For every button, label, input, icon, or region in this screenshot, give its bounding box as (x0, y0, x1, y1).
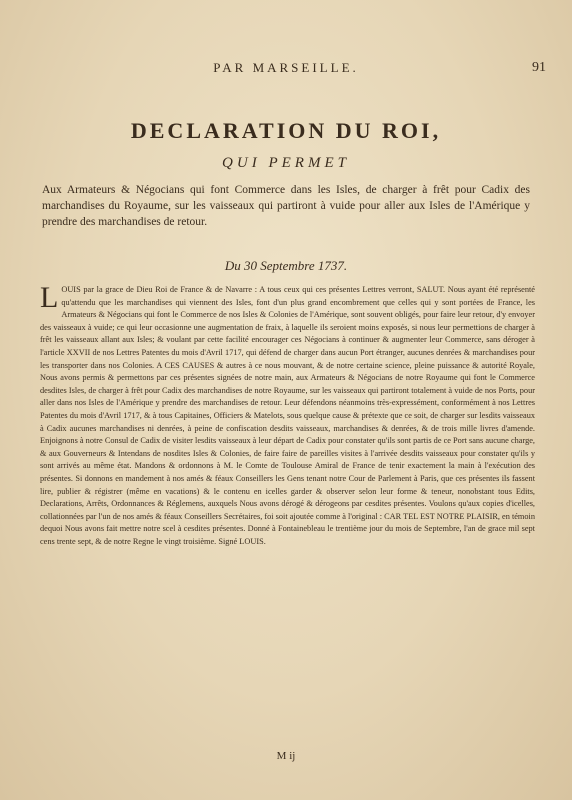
page-number: 91 (532, 60, 546, 75)
document-title: DECLARATION DU ROI, (130, 118, 442, 143)
document-summary: Aux Armateurs & Négocians qui font Commerce dans les Isles, de charger à frêt pour Cadix des marchandises du Royaume, sur les vaisseaux qui partiront à vuide pour aller aux Isles de l'Amérique y prendre des marchandises de retour. (42, 184, 530, 228)
running-head: PAR MARSEILLE. (213, 60, 359, 75)
document-subtitle: QUI PERMET (222, 155, 350, 171)
dateline: Du 30 Septembre 1737. (224, 258, 348, 273)
body-text (40, 281, 535, 548)
signature-mark: M ij (276, 750, 296, 762)
dropcap-letter: L (40, 281, 59, 314)
body-paragraph: OUIS par la grace de Dieu Roi de France & de Navarre : A tous ceux qui ces présentes Lettres verront, SALUT. Nous ayant été représenté qu'attendu que les marchandises qui viennent des Isles, font d'un plus grand encombrement que celles qui y sont portées de France, les Armateurs & Négocians qui font le Commerce de nos Isles & Colonies de l'Amérique, sont souvent obligés, pour faire leur retour, d'y envoyer des vaisseaux à vuide; ce qui leur occasionne une augmentation de fraix, à laquelle ils seroient moins exposés, si nous leur permettions de charger à frêt les vaisseaux allant aux Isles; & voulant par cette facilité encourager ces Négocians à continuer & augmenter leur Commerce, sans déroger à l'article XXVII de nos Lettres Patentes du mois d'Avril 1717, qui défend de charger dans aucun Port étranger, aucunes denrées & marchandises pour les transporter dans nos Colonies. A CES CAUSES & autres à ce nous mouvant, & de notre certaine science, pleine puissance & autorité Royale, Nous avons permis & permettons par ces présentes signées de notre main, aux Armateurs & Négocians de notre Royaume qui font le Commerce desdites Isles, de charger à frêt pour Cadix des marchandises de notre Royaume, sur les vaisseaux qui partiront totalement à vuide de nos Ports, pour aller dans nos Isles de l'Amérique y prendre des marchandises de retour. Leur défendons néanmoins très-expressément, conformément à nos Lettres Patentes du mois d'Avril 1717, & à tous Capitaines, Officiers & Matelots, sous quelque cause & prétexte que ce soit, de charger sur lesdits vaisseaux à Cadix aucunes marchandises ni denrées, à peine de confiscation desdits vaisseaux, marchandises & denrées, & de trois mille livres d'amende. Enjoignons à notre Consul de Cadix de visiter lesdits vaisseaux à leur départ de Cadix pour constater qu'ils sont partis de ce Port sans aucune charge, & aux Gouverneurs & Intendans de nosdites Isles & Colonies, de faire faire de pareilles visites à l'arrivée desdits vaisseaux pour constater qu'ils y sont arrivés au même état. Mandons & ordonnons à M. le Comte de Toulouse Amiral de France de tenir exactement la main à l'exécution des présentes. Si donnons en mandement à nos amés & féaux Conseillers les Gens tenant notre Cour de Parlement à Paris, que ces présentes ils fassent lire, publier & régistrer (même en vacations) & le contenu en icelles garder & observer selon leur forme & teneur, nonobstant tous Edits, Declarations, Arrêts, Ordonnances & Réglemens, auxquels Nous avons dérogé & dérogeons par cesdites présentes. Voulons qu'aux copies d'icelles, collationnées par l'un de nos amés & féaux Conseillers Secrétaires, foi soit ajoutée comme à l'original : CAR TEL EST NOTRE PLAISIR, en témoin dequoi Nous avons fait mettre notre scel à cesdites présentes. Donné à Fontainebleau le trentième jour du mois de Septembre, l'an de grace mil sept cens trente sept, & de notre Regne le vingt troisième. Signé LOUIS. (40, 285, 535, 546)
